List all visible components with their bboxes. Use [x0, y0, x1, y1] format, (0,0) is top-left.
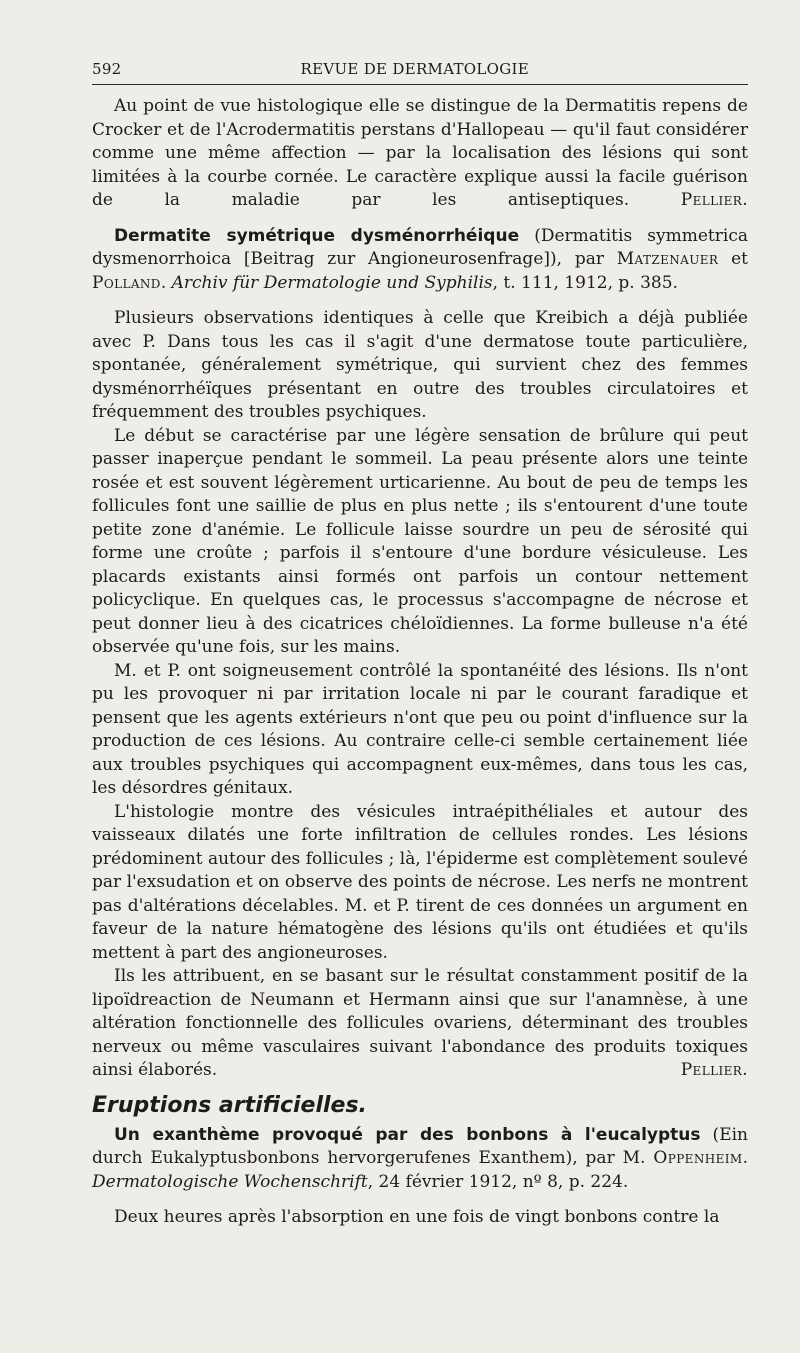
paragraph: Deux heures après l'absorption en une fois de vingt bonbons contre la [114, 1207, 720, 1227]
signature: Pellier. [680, 1060, 748, 1080]
article-title: Dermatite symétrique dysménorrhéique [114, 225, 520, 246]
reference-text: (Dermatitis symmetrica dysmenorrhoica [Beitrag zur Angioneurosenfrage]), par [92, 225, 748, 269]
article-reference [92, 1124, 748, 1195]
author: Oppenheim [653, 1148, 743, 1168]
reference-text: . [742, 1148, 748, 1168]
running-head [92, 60, 748, 85]
signature: Pellier. [680, 190, 749, 210]
journal-title: Dermatologische Wochenschrift [92, 1171, 368, 1192]
citation: , t. 111, 1912, p. 385. [492, 272, 678, 293]
page-number: 592 [92, 60, 122, 78]
article-title: Un exanthème provoqué par des bonbons à l'eucalyptus [114, 1124, 701, 1145]
paragraph [92, 965, 748, 1083]
paragraph-text: Au point de vue histologique elle se distingue de la Dermatitis repens de Crocker et de l'Acrodermatitis perstans d'Hallopeau — qu'il faut considérer comme une même affection — par la localisation des lésions qui sont limitées à la courbe cornée. Le caractère explique aussi la facile guérison de la maladie par les antiseptiques. [92, 96, 748, 210]
paragraph-text: Ils les attribuent, en se basant sur le résultat constamment positif de la lipoïdreaction de Neumann et Hermann ainsi que sur l'anamnèse, à une altération fonctionnelle des follicules ovariens, déterminant des troubles nerveux ou même vasculaires suivant l'abondance des produits toxiques ainsi élaborés. [92, 966, 748, 1080]
section-heading: Eruptions artificielles. [92, 1092, 367, 1118]
reference-text: (Ein durch Eukalyptusbonbons hervorgerufenes Exanthem), par M. [92, 1124, 748, 1168]
author: Polland [92, 272, 161, 293]
paragraph: Plusieurs observations identiques à celle que Kreibich a déjà publiée avec P. Dans tous les cas il s'agit d'une dermatose toute particulière, spontanée, généralement symétrique, qui survient chez des femmes dysménorrhéïques présentant en outre des troubles circulatoires et fréquemment des troubles psychiques. [92, 308, 748, 422]
article-reference [92, 225, 748, 296]
paragraph: Le début se caractérise par une légère sensation de brûlure qui peut passer inaperçue pendant le sommeil. La peau présente alors une teinte rosée et est souvent légèrement urticarienne. Au bout de peu de temps les follicules font une saillie de plus en plus nette ; ils s'entourent d'une toute petite zone d'anémie. Le follicule laisse sourdre un peu de sérosité qui forme une croûte ; parfois il s'entoure d'une bordure vésiculeuse. Les placards existants ainsi formés ont parfois un contour nettement policyclique. En quelques cas, le processus s'accompagne de nécrose et peut donner lieu à des cicatrices chéloïdiennes. La forme bulleuse n'a été observée qu'une fois, sur les mains. [92, 425, 748, 657]
paragraph: L'histologie montre des vésicules intraépithéliales et autour des vaisseaux dilatés une forte infiltration de cellules rondes. Les lésions prédominent autour des follicules ; là, l'épiderme est complètement soulevé par l'exsudation et on observe des points de nécrose. Les nerfs ne montrent pas d'altérations décelables. M. et P. tirent de ces données un argument en faveur de la nature hématogène des lésions qu'ils ont étudiées et qu'ils mettent à part des angioneuroses. [92, 801, 748, 963]
author: Matzenauer [616, 249, 719, 269]
reference-text: . [160, 272, 172, 293]
reference-text: et [718, 249, 748, 269]
paragraph [92, 95, 748, 213]
running-title: REVUE DE DERMATOLOGIE [300, 60, 530, 78]
paragraph: M. et P. ont soigneusement contrôlé la spontanéité des lésions. Ils n'ont pu les provoquer ni par irritation locale ni par le courant faradique et pensent que les agents extérieurs n'ont que peu ou point d'influence sur la production de ces lésions. Au contraire celle-ci semble certainement liée aux troubles psychiques qui accompagnent eux-mêmes, dans tous les cas, les désordres génitaux. [92, 660, 748, 798]
citation: , 24 février 1912, nº 8, p. 224. [367, 1171, 629, 1192]
journal-title: Archiv für Dermatologie und Syphilis [171, 272, 493, 293]
